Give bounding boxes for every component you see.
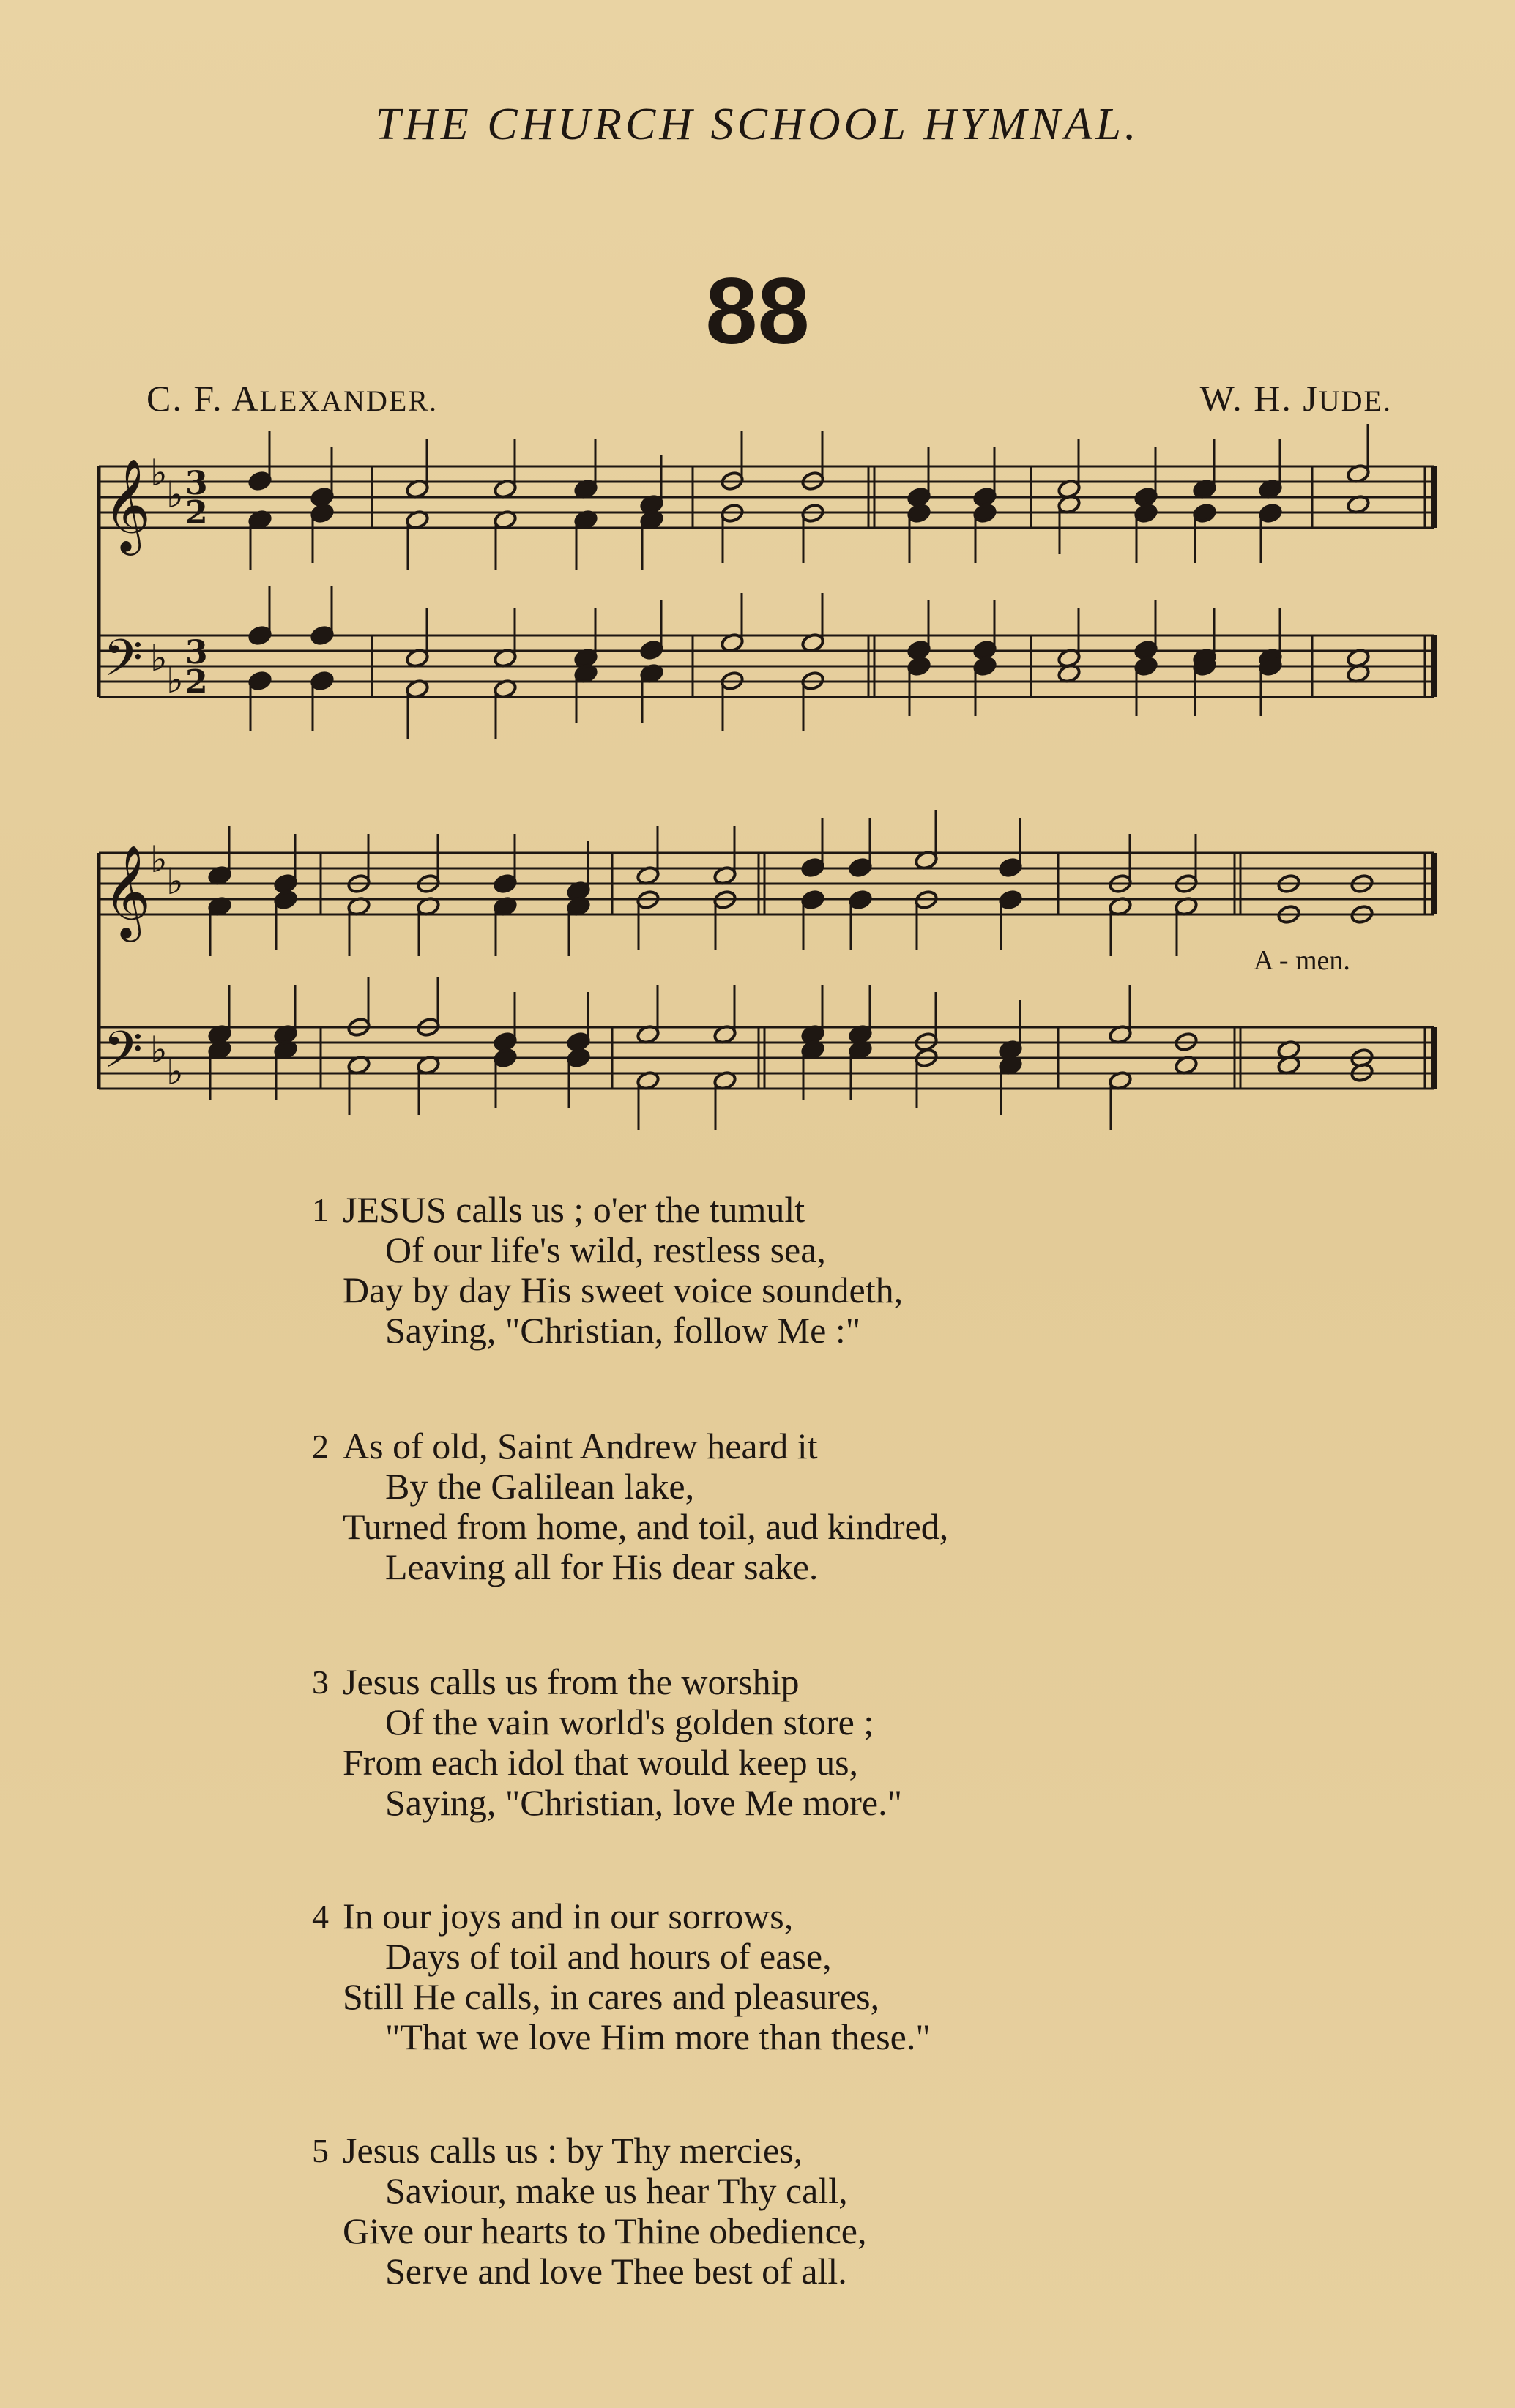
verse-line: Saying, "Christian, love Me more." [385,1782,903,1823]
verse-line: Of the vain world's golden store ; [385,1701,874,1742]
verse-line: Day by day His sweet voice soundeth, [343,1270,904,1311]
time-signature-denominator: 2 [185,494,208,532]
verse-3 [312,1661,903,1823]
author-initials: C. F. A [146,378,260,419]
verse-line: Leaving all for His dear sake. [385,1546,819,1587]
flat-sign: ♭ [166,1051,184,1093]
verse-1 [312,1189,904,1351]
running-head: THE CHURCH SCHOOL HYMNAL. [375,100,1140,149]
composer-surname-smallcaps: UDE. [1318,384,1392,417]
flat-sign: ♭ [166,474,184,516]
flat-sign: ♭ [150,838,168,881]
verse-line: As of old, Saint Andrew heard it [343,1425,818,1466]
hymn-number: 88 [705,259,810,364]
author-surname-smallcaps: LEXANDER. [259,384,439,417]
verse-line: "That we love Him more than these." [385,2016,931,2057]
flat-sign: ♭ [166,860,184,903]
flat-sign: ♭ [150,1029,168,1071]
verse-line: Of our life's wild, restless sea, [385,1229,826,1270]
verse-line: Jesus calls us : by Thy mercies, [343,2130,803,2171]
flat-sign: ♭ [166,659,184,701]
bass-clef: 𝄢 [103,1020,144,1092]
verse-number: 5 [312,2132,329,2169]
time-signature-numerator: 3 [185,634,208,671]
verse-number: 4 [312,1898,329,1935]
verse-number: 1 [312,1191,329,1229]
flat-sign: ♭ [150,452,168,494]
verse-line: Saying, "Christian, follow Me :" [385,1310,861,1351]
verse-line: By the Galilean lake, [385,1466,695,1507]
treble-clef: 𝄞 [103,844,152,938]
time-signature-denominator: 2 [185,663,208,701]
treble-clef: 𝄞 [103,458,152,551]
verse-line: From each idol that would keep us, [343,1742,859,1783]
verse-2 [312,1425,949,1587]
verse-line: Turned from home, and toil, aud kindred, [343,1506,949,1547]
verse-line: Still He calls, in cares and pleasures, [343,1976,880,2017]
flat-sign: ♭ [150,637,168,679]
verse-line: Give our hearts to Thine obedience, [343,2210,867,2251]
verse-line: JESUS calls us ; o'er the tumult [343,1189,805,1230]
verse-5 [312,2130,867,2292]
verse-4 [312,1896,931,2057]
verse-number: 2 [312,1428,329,1465]
bass-clef: 𝄢 [103,628,144,700]
verse-line: Jesus calls us from the worship [343,1661,800,1702]
verse-line: Serve and love Thee best of all. [385,2251,847,2292]
amen-label: A - men. [1254,945,1350,976]
verse-line: Days of toil and hours of ease, [385,1936,832,1977]
verse-line: In our joys and in our sorrows, [343,1896,794,1937]
time-signature-numerator: 3 [185,465,208,502]
verse-line: Saviour, make us hear Thy call, [385,2170,848,2211]
composer-initials: W. H. J [1199,378,1319,419]
verse-number: 3 [312,1663,329,1701]
